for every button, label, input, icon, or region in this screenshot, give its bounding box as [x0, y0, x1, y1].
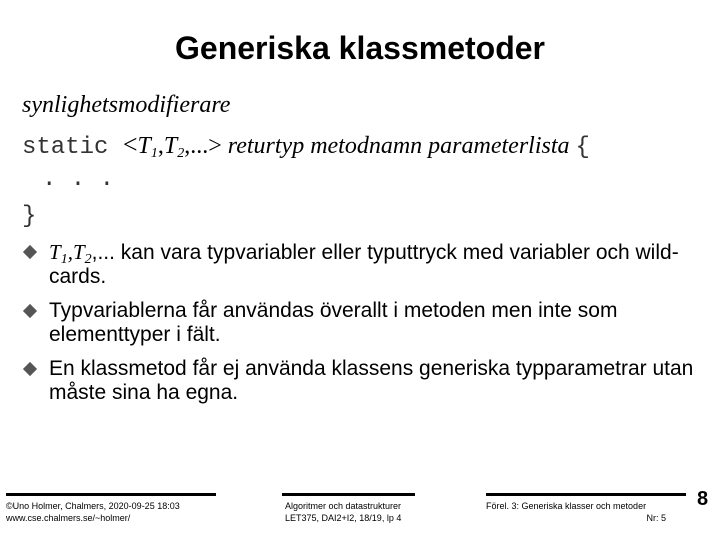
bullet-type-var-t1: T — [49, 240, 61, 264]
close-brace: } — [22, 203, 37, 230]
footer-divider — [6, 493, 216, 496]
type-var-t1: T — [137, 133, 151, 159]
diamond-bullet-icon — [23, 245, 37, 259]
bullet-text: ,... kan vara typvariabler eller typuttryck med variabler och wild-cards. — [49, 241, 679, 288]
diamond-bullet-icon — [23, 304, 37, 318]
type-var-t1-sub: 1 — [150, 146, 158, 161]
bullet-item — [22, 299, 712, 347]
footer-course-name: Algoritmer och datastrukturer — [285, 501, 402, 511]
footer-lecture-title: Förel. 3: Generiska klasser och metoder — [486, 501, 647, 511]
bullet-type-var-t1-sub: 1 — [60, 252, 68, 267]
bullet-text: Typvariablerna får användas överallt i metoden men inte som elementtyper i fält. — [49, 299, 618, 346]
footer-lecture — [486, 500, 666, 524]
type-var-t2: T — [163, 133, 178, 159]
static-keyword: static — [22, 134, 123, 161]
footer-course-code: LET375, DAI2+I2, 18/19, lp 4 — [285, 513, 402, 523]
diamond-bullet-icon — [23, 362, 37, 376]
bullet-type-var-t2-sub: 2 — [84, 252, 92, 267]
bullet-list — [22, 240, 712, 405]
bullet-item — [22, 357, 712, 405]
footer-author-line: ©Uno Holmer, Chalmers, 2020-09-25 18:03 — [6, 501, 180, 511]
footer-url: www.cse.chalmers.se/~holmer/ — [6, 513, 131, 523]
bullet-comma: , — [67, 240, 73, 264]
slide-title: Generiska klassmetoder — [175, 30, 545, 66]
footer-divider — [486, 493, 686, 496]
lt-symbol: < — [122, 130, 138, 159]
open-brace: { — [575, 134, 590, 161]
footer-course — [285, 500, 401, 524]
comma-symbol: , — [157, 133, 164, 159]
body-ellipsis: . . . — [42, 166, 115, 193]
bullet-type-var-t2: T — [72, 240, 85, 264]
syntax-line-signature — [22, 131, 590, 162]
footer-author — [6, 500, 180, 524]
footer-lecture-number: Nr: 5 — [646, 513, 666, 523]
ellipsis-gt: ,...> — [184, 133, 222, 159]
type-var-t2-sub: 2 — [177, 146, 185, 161]
syntax-line-modifier: synlighetsmodifierare — [22, 92, 231, 118]
signature-rest: returtyp metodnamn parameterlista — [221, 133, 576, 159]
bullet-text: En klassmetod får ej använda klassens generiska typparametrar utan måste sina ha egna. — [49, 357, 694, 404]
page-number: 8 — [697, 488, 709, 510]
footer-divider — [282, 493, 415, 496]
bullet-item — [22, 240, 712, 289]
